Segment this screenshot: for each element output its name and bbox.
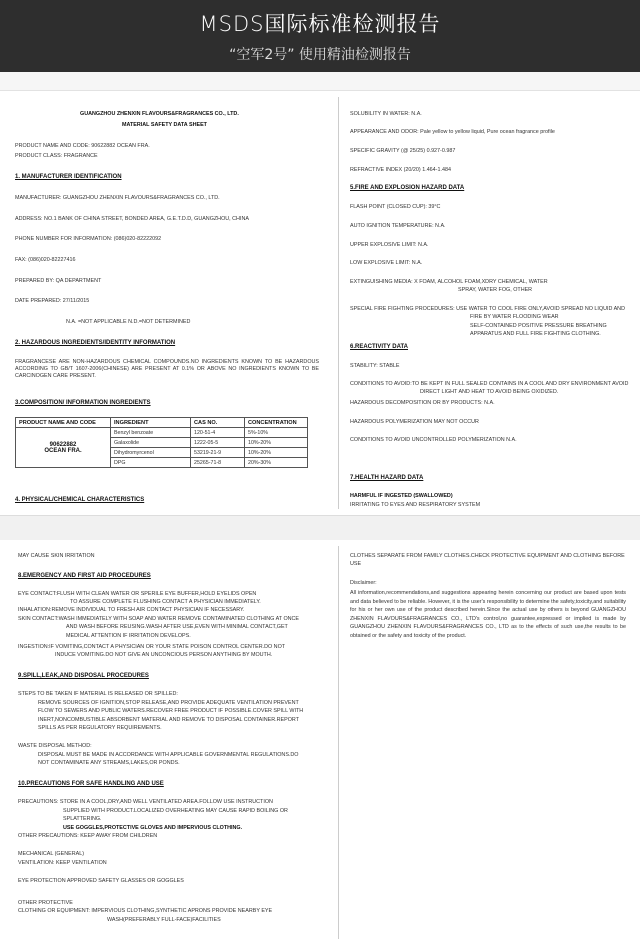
prepared-by: PREPARED BY: QA DEPARTMENT: [15, 278, 102, 284]
page-gap: [0, 515, 640, 541]
conditions-avoid: CONDITIONS TO AVOID:TO BE KEPT IN FULL SEALED CONTAINS IN A COOL AND DRY ENVIRONMENT AVOID: [350, 381, 629, 387]
waste-disposal-1: DISPOSAL MUST BE MADE IN ACCORDANCE WITH APPLICABLE GOVERNMENTAL REGULATIONS.DO: [38, 752, 299, 758]
header-ingredient: INGREDIENT: [111, 418, 191, 428]
column-divider: [338, 97, 339, 509]
report-header: [0, 0, 640, 72]
spill-steps: STEPS TO BE TAKEN IF MATERIAL IS RELEASED OR SPILLED:: [18, 691, 178, 697]
special-procedures-4: APPARATUS AND FULL FIRE FIGHTING CLOTHING.: [470, 331, 601, 337]
extinguishing-media: EXTINGUISHING MEDIA: X FOAM, ALCOHOL FOAM,XDRY CHEMICAL, WATER: [350, 279, 548, 285]
special-procedures-3: SELF-CONTAINED POSITIVE PRESSURE BREATHING: [470, 323, 607, 329]
fax: FAX: (086)020-82227416: [15, 257, 76, 263]
skin-contact: SKIN CONTACT:WASH IMMEDIATELY WITH SOAP AND WATER REMOVE CONTAMINATED CLOTHING AT ONCE: [18, 616, 300, 622]
spill-steps-4: SPILLS AS PER REGULATORY REQUIREMENTS.: [38, 725, 162, 731]
clothing-equipment-2: WASH(PREFERABLY FULL-FACE)FACILITIES: [107, 917, 221, 923]
solubility: SOLUBILITY IN WATER: N.A.: [350, 111, 422, 117]
clothes-separate: CLOTHES SEPARATE FROM FAMILY CLOTHES.CHECK PROTECTIVE EQUIPMENT AND CLOTHING BEFORE: [350, 553, 625, 559]
section-9-heading: 9.SPILL,LEAK,AND DISPOSAL PROCEDURES: [18, 673, 149, 679]
cas-cell: 53219-21-9: [191, 448, 245, 458]
extinguishing-media-cont: SPRAY, WATER FOG, OTHER: [458, 287, 533, 293]
spill-steps-3: INERT,NONCOMBUSTIBLE ABSORBENT MATERIAL AND REMOVE TO DISPOSAL CONTAINER.REPORT: [38, 717, 299, 723]
section-10-heading: 10.PRECAUTIONS FOR SAFE HANDLING AND USE: [18, 781, 164, 787]
waste-disposal: WASTE DISPOSAL METHOD:: [18, 743, 92, 749]
cas-cell: 1222-05-5: [191, 438, 245, 448]
special-procedures: SPECIAL FIRE FIGHTING PROCEDURES: USE WATER TO COOL FIRE ONLY,AVOID SPREAD NO LIQUID AND: [350, 306, 625, 312]
company-name: GUANGZHOU ZHENXIN FLAVOURS&FRAGRANCES CO., LTD.: [80, 111, 239, 117]
abbreviations: N.A. =NOT APPLICABLE N.D.=NOT DETERMINED: [66, 319, 191, 325]
ingredient-cell: DPG: [111, 458, 191, 468]
product-label: OCEAN FRA.: [44, 447, 82, 454]
flash-point: FLASH POINT (CLOSED CUP): 39°C: [350, 204, 441, 210]
eye-contact-2: TO ASSURE COMPLETE FLUSHING CONTACT A PHYSICIAN IMMEDIATELY.: [70, 599, 261, 605]
concentration-cell: 10%-20%: [245, 438, 308, 448]
header-concentration: CONCENTRATION: [245, 418, 308, 428]
section-2-heading: 2. HAZARDOUS INGREDIENTS/IDENTITY INFORMATION: [15, 340, 176, 346]
doc-title: MATERIAL SAFETY DATA SHEET: [122, 122, 207, 128]
skin-contact-2: AND WASH BEFORE REUSING.WASH AFTER USE,EVEN WITH MINIMAL CONTACT,GET: [66, 624, 288, 630]
appearance: APPEARANCE AND ODOR: Pale yellow to yellow liquid, Pure ocean fragrance profile: [350, 129, 555, 135]
waste-disposal-2: NOT CONTAMINATE ANY STREAMS,LAKES,OR PONDS.: [38, 760, 180, 766]
stability: STABILITY: STABLE: [350, 363, 400, 369]
skin-irritation: MAY CAUSE SKIN IRRITATION: [18, 553, 95, 559]
specific-gravity: SPECIFIC GRAVITY (@ 25/25) 0.927-0.987: [350, 148, 456, 154]
upper-limit: UPPER EXPLOSIVE LIMIT: N.A.: [350, 242, 429, 248]
harmful-if-ingested: HARMFUL IF INGESTED (SWALLOWED): [350, 493, 453, 499]
column-divider: [338, 546, 339, 939]
section-8-heading: 8.EMERGENCY AND FIRST AID PROCEDURES: [18, 573, 151, 579]
ingestion-2: INDUCE VOMITING.DO NOT GIVE AN UNCONCIOUS PERSON ANYTHING BY MOUTH.: [55, 652, 273, 658]
special-procedures-2: FIRE BY WATER FLOODING WEAR: [470, 314, 559, 320]
report-subtitle: “空军2号” 使用精油检测报告: [229, 47, 411, 63]
conditions-avoid-2: DIRECT LIGHT AND HEAT TO AVOID BEING OXIDIZED.: [420, 389, 559, 395]
auto-ignition: AUTO IGNITION TEMPERATURE: N.A.: [350, 223, 446, 229]
section-1-heading: 1. MANUFACTURER IDENTIFICATION: [15, 174, 122, 180]
ingredient-cell: Benzyl benzoate: [111, 428, 191, 438]
section-7-heading: 7.HEALTH HAZARD DATA: [350, 475, 424, 481]
address: ADDRESS: NO.1 BANK OF CHINA STREET, BONDED AREA, G.E.T.D.D, GUANGZHOU, CHINA: [15, 216, 249, 222]
ingredient-cell: Dihydromyrcenol: [111, 448, 191, 458]
ingestion: INGESTION:IF VOMITING,CONTACT A PHYSICIAN OR YOUR STATE POISON CONTROL CENTER.DO NOT: [18, 644, 286, 650]
other-precautions: OTHER PRECAUTIONS: KEEP AWAY FROM CHILDREN: [18, 833, 158, 839]
hazard-text: FRAGRANCESE ARE NON-HAZARDOUS CHEMICAL COMPOUNDS.NO INGREDIENTS KNOWN TO BE HAZARDOUS ACCORDING TO GB/T 1607-2006(CHINESE) ARE PRESENT AT 0.1% OR ABOVE NO INGREDIENTS KNOWN TO BE CARCINOGEN CARE PRESENT.: [15, 359, 319, 379]
inhalation: INHALATION:REMOVE INDIVIDUAL TO FRESH AIR CONTACT PHYSICIAN IF NECESSARY.: [18, 607, 245, 613]
product-name: PRODUCT NAME AND CODE: 90622882 OCEAN FRA.: [15, 143, 150, 149]
precautions-3: SPLATTERING.: [63, 816, 102, 822]
mechanical: MECHANICAL (GENERAL): [18, 851, 84, 857]
composition-table: [15, 417, 308, 468]
section-6-heading: 6.REACTIVITY DATA: [350, 344, 409, 350]
date-prepared: DATE PREPARED: 27/11/2015: [15, 298, 90, 304]
msds-page-1: [0, 91, 640, 515]
manufacturer: MANUFACTURER: GUANGZHOU ZHENXIN FLAVOURS&FRAGRANCES CO., LTD.: [15, 195, 220, 201]
cas-cell: 120-51-4: [191, 428, 245, 438]
header-product: PRODUCT NAME AND CODE: [16, 418, 111, 428]
concentration-cell: 10%-20%: [245, 448, 308, 458]
msds-page-2: [0, 540, 640, 945]
header-separator: [0, 72, 640, 91]
other-protective: OTHER PROTECTIVE: [18, 900, 73, 906]
phone: PHONE NUMBER FOR INFORMATION: (086)020-82222092: [15, 236, 162, 242]
ingredient-cell: Galaxolide: [111, 438, 191, 448]
section-4-heading: 4. PHYSICAL/CHEMICAL CHARACTERISTICS: [15, 497, 145, 503]
disclaimer-text: All information,recommendations,and suggestions appearing herein concerning our product are based upon tests and data believed to be reliable. However, it is the user's responsibility to determine the safety,toxicity,and suitability for his or her own use of the product described herein.Since the actual use by others is beyond GUANGZHOU ZHENXIN FLAVOURS&FRAGRANCES CO., LTD's control,no guarantee,expressed or implied is made by GUANGZHOU ZHENXIN FLAVOURS&FRAGRANCES CO., LTD as to the effects of such use,the results to be obtained or the safety and toxicity of the product.: [350, 590, 626, 639]
refractive-index: REFRACTIVE INDEX (20/20) 1.464-1.484: [350, 167, 451, 173]
concentration-cell: 20%-30%: [245, 458, 308, 468]
lower-limit: LOW EXPLOSIVE LIMIT: N.A.: [350, 260, 423, 266]
polymerization: HAZARDOUS POLYMERIZATION MAY NOT OCCUR: [350, 419, 479, 425]
skin-contact-3: MEDICAL ATTENTION IF IRRITATION DEVELOPS.: [66, 633, 191, 639]
irritating: IRRITATING TO EYES AND RESPIRATORY SYSTEM: [350, 502, 481, 508]
eye-contact: EYE CONTACT:FLUSH WITH CLEAN WATER OR SPERILE EYE BUFFER,HOLD EYELIDS OPEN: [18, 591, 257, 597]
clothing-equipment: CLOTHING OR EQUIPMENT: IMPERVIOUS CLOTHING,SYNTHETIC APRONS PROVIDE NEARBY EYE: [18, 908, 273, 914]
decomposition: HAZARDOUS DECOMPOSITION OR BY PRODUCTS: N.A.: [350, 400, 495, 406]
eye-protection: EYE PROTECTION APPROVED SAFETY GLASSES OR GOGGLES: [18, 878, 184, 884]
disclaimer-label: Disclaimer:: [350, 580, 377, 586]
precautions-4: USE GOGGLES,PROTECTIVE GLOVES AND IMPERVIOUS CLOTHING.: [63, 825, 243, 831]
concentration-cell: 5%-10%: [245, 428, 308, 438]
conditions-polymerization: CONDITIONS TO AVOID UNCONTROLLED POLYMERIZATION N.A.: [350, 437, 517, 443]
product-class: PRODUCT CLASS: FRAGRANCE: [15, 153, 98, 159]
header-cas: CAS NO.: [191, 418, 245, 428]
cas-cell: 25265-71-8: [191, 458, 245, 468]
ventilation: VENTILATION: KEEP VENTILATION: [18, 860, 107, 866]
spill-steps-2: FLOW TO SEWERS AND PUBLIC WATERS.RECOVER FREE PRODUCT IF POSSIBLE.COVER SPILL WITH: [38, 708, 304, 714]
precautions-2: SUPPLIED WITH PRODUCT.LOCALIZED OVERHEATING MAY CAUSE RAPID BOILING OR: [63, 808, 288, 814]
spill-steps-1: REMOVE SOURCES OF IGNITION,STOP RELEASE,AND PROVIDE ADEQUATE VENTILATION PREVENT: [38, 700, 299, 706]
precautions: PRECAUTIONS: STORE IN A COOL,DRY,AND WELL VENTILATED AREA.FOLLOW USE INSTRUCTION: [18, 799, 273, 805]
clothes-separate-2: USE: [350, 561, 362, 567]
section-3-heading: 3.COMPOSITION/ INFORMATION INGREDIENTS: [15, 400, 151, 406]
product-cell: [16, 428, 111, 468]
section-5-heading: 5.FIRE AND EXPLOSION HAZARD DATA: [350, 185, 465, 191]
report-title: MSDS国际标准检测报告: [199, 12, 441, 36]
product-code: 90622882: [49, 441, 77, 448]
